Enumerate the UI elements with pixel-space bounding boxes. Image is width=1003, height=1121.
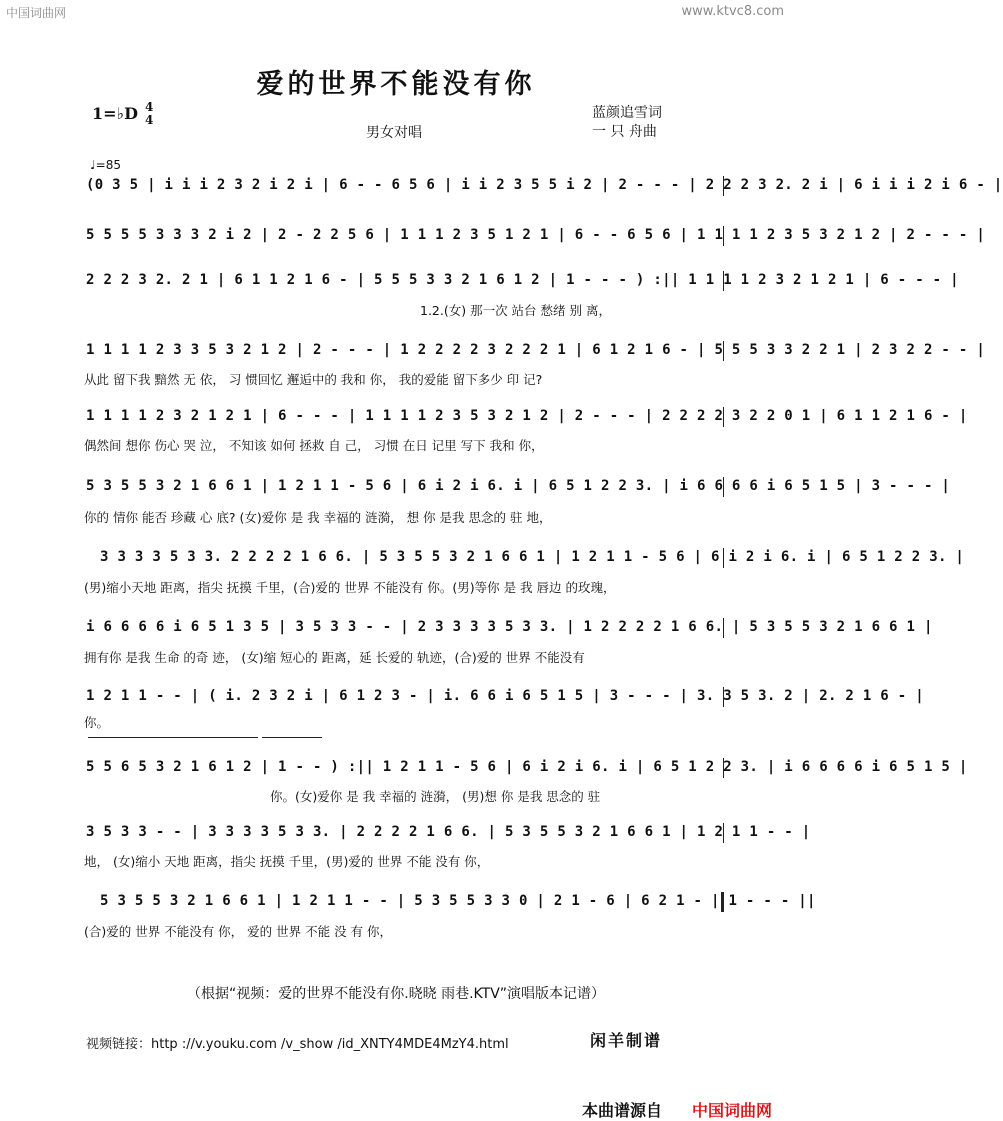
score-line-11-lyrics: 地， (女)缩小 天地 距离，指尖 抚摸 千里，(男)爱的 世界 不能 没有 你， [84,854,490,869]
score-line-3-lyrics: 1.2.(女) 那一次 站台 愁绪 别 离， [420,303,611,318]
score-line-7-notes: 3 3 3 3 5 3 3. 2 2 2 2 1 6 6. | 5 3 5 5 3 2 1 6 6 1 | 1 2 1 1 - 5 6 | 6 i 2 i 6. i | 6 5 1 2 2 3. | [100,549,965,565]
time-signature-top: 4 [145,100,154,114]
score-line-3-notes: 2 2 2 3 2. 2 1 | 6 1 1 2 1 6 - | 5 5 5 3 3 2 1 6 1 2 | 1 - - - ) :|| 1 1 1 1 2 3 2 1 2 1 | 6 - - - | [86,272,959,288]
score-line-9-notes: 1 2 1 1 - - | ( i. 2 3 2 i | 6 1 2 3 - | i. 6 6 i 6 5 1 5 | 3 - - - | 3. 3 5 3. 2 | 2. 2 1 6 - | [86,688,924,704]
volta-bracket-1 [88,737,258,738]
volta-bracket-2 [262,737,322,738]
line-end-barline [723,687,724,707]
score-line-9-lyrics: 你。 [84,715,110,730]
line-end-barline [723,226,724,246]
score-line-8-notes: i 6 6 6 6 i 6 5 1 3 5 | 3 5 3 3 - - | 2 3 3 3 3 5 3 3. | 1 2 2 2 2 1 6 6. | 5 3 5 5 3 2 1 6 6 1 | [86,619,933,635]
score-line-5-notes: 1 1 1 1 2 3 2 1 2 1 | 6 - - - | 1 1 1 1 2 3 5 3 2 1 2 | 2 - - - | 2 2 2 2 3 2 2 0 1 | 6 1 1 2 1 6 - | [86,408,968,424]
transcriber-signature: 闲羊制谱 [590,1031,663,1050]
lyricist-credit: 蓝颜追雪词 [592,105,662,121]
score-line-11-notes: 3 5 3 3 - - | 3 3 3 3 5 3 3. | 2 2 2 2 1 6 6. | 5 3 5 5 3 2 1 6 6 1 | 1 2 1 1 - - | [86,824,811,840]
key-signature: 1=♭D [92,104,138,123]
line-end-barline [723,548,724,568]
score-line-7-lyrics: (男)缩小天地 距离，指尖 抚摸 千里，(合)爱的 世界 不能没有 你。(男)等你 是 我 唇边 的玫瑰， [84,580,616,595]
line-end-barline [723,758,724,778]
score-line-5-lyrics: 偶然间 想你 伤心 哭 泣， 不知该 如何 拯救 自 己， 习惯 在日 记里 写下 我和 你， [84,438,544,453]
line-end-barline [723,341,724,361]
source-label: 本曲谱源自 [582,1101,663,1120]
score-line-10-lyrics: 你。(女)爱你 是 我 幸福的 涟漪， (男)想 你 是我 思念的 驻 [270,789,601,804]
time-signature-bottom: 4 [145,113,154,127]
transcription-source-note: （根据“视频：爱的世界不能没有你.晓晓 雨巷.KTV”演唱版本记谱） [186,986,606,1002]
score-line-10-notes: 5 5 6 5 3 2 1 6 1 2 | 1 - - ) :|| 1 2 1 1 - 5 6 | 6 i 2 i 6. i | 6 5 1 2 2 3. | i 6 6 6 6 i 6 5 1 5 | [86,759,968,775]
line-end-barline [723,823,724,843]
performance-type: 男女对唱 [366,125,422,141]
source-site-name[interactable]: 中国词曲网 [692,1101,773,1120]
score-line-6-lyrics: 你的 情你 能否 珍藏 心 底? (女)爱你 是 我 幸福的 涟漪， 想 你 是我 思念的 驻 地， [84,510,552,525]
final-barline [721,892,724,912]
score-line-4-lyrics: 从此 留下我 黯然 无 依， 习 惯回忆 邂逅中的 我和 你， 我的爱能 留下多少 印 记? [84,372,543,387]
line-end-barline [723,176,724,196]
score-line-1-notes: (0 3 5 | i i i 2 3 2 i 2 i | 6 - - 6 5 6 | i i 2 3 5 5 i 2 | 2 - - - | 2 2 2 3 2. 2 i | 6 i i i 2 i 6 - | [86,177,1003,193]
time-signature [145,101,153,127]
song-title: 爱的世界不能没有你 [256,69,536,100]
site-watermark-right: www.ktvc8.com [681,4,784,19]
score-line-8-lyrics: 拥有你 是我 生命 的奇 迹， (女)缩 短心的 距离，延 长爱的 轨迹，(合)爱的 世界 不能没有 [84,650,585,665]
tempo-marking: ♩=85 [90,158,121,172]
line-end-barline [723,477,724,497]
score-line-12-lyrics: (合)爱的 世界 不能没有 你， 爱的 世界 不能 没 有 你， [84,924,393,939]
line-end-barline [723,618,724,638]
score-line-12-notes: 5 3 5 5 3 2 1 6 6 1 | 1 2 1 1 - - | 5 3 5 5 3 3 0 | 2 1 - 6 | 6 2 1 - | 1 - - - || [100,893,816,909]
score-line-2-notes: 5 5 5 5 3 3 3 2 i 2 | 2 - 2 2 5 6 | 1 1 1 2 3 5 1 2 1 | 6 - - 6 5 6 | 1 1 1 1 2 3 5 3 2 1 2 | 2 - - - | [86,227,986,243]
composer-credit: 一 只 舟曲 [592,124,657,140]
video-link[interactable]: 视频链接：http ://v.youku.com /v_show /id_XNTY4MDE4MzY4.html [86,1037,509,1052]
line-end-barline [723,271,724,291]
site-watermark-left: 中国词曲网 [6,6,67,20]
score-line-6-notes: 5 3 5 5 3 2 1 6 6 1 | 1 2 1 1 - 5 6 | 6 i 2 i 6. i | 6 5 1 2 2 3. | i 6 6 6 6 i 6 5 1 5 | 3 - - - | [86,478,951,494]
line-end-barline [723,407,724,427]
score-line-4-notes: 1 1 1 1 2 3 3 5 3 2 1 2 | 2 - - - | 1 2 2 2 2 3 2 2 2 1 | 6 1 2 1 6 - | 5 5 5 3 3 2 2 1 | 2 3 2 2 - - | [86,342,986,358]
